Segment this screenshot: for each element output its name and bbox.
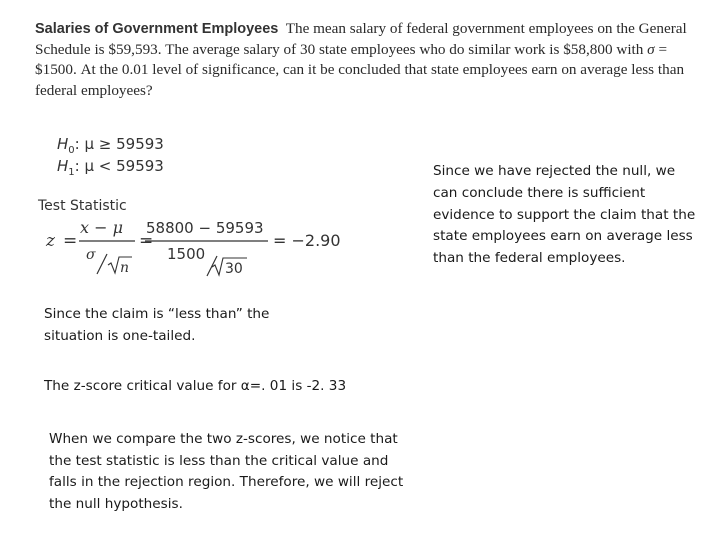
- problem-text: The mean salary of federal government employees on the General Schedule is $59,593. The average salary of 30 state employees who do similar work is $58,800 with: [35, 20, 687, 58]
- null-hypothesis: [57, 135, 164, 156]
- formula-numerator-symbolic: x − μ: [80, 218, 123, 237]
- alternative-hypothesis: [57, 157, 164, 178]
- formula-numerator-values: 58800 − 59593: [146, 219, 264, 237]
- critical-value-note: The z-score critical value for α=. 01 is -2. 33: [44, 378, 347, 394]
- formula-equals-2: =: [139, 231, 154, 251]
- h1-subscript: 1: [68, 167, 75, 178]
- formula-result: = −2.90: [273, 231, 341, 250]
- h0-subscript: 0: [68, 145, 75, 156]
- h0-label: H: [57, 135, 69, 153]
- formula-n-value: 30: [225, 261, 243, 277]
- formula-sigma-value: 1500: [167, 245, 206, 263]
- h0-statement: : μ ≥ 59593: [74, 135, 164, 153]
- test-statistic-label: Test Statistic: [38, 198, 127, 214]
- comparison-note: When we compare the two z-scores, we notice that the test statistic is less than the critical value and falls in the rejection region. Therefore, we will reject the null hypothesis.: [49, 431, 404, 512]
- test-statistic-formula: [44, 212, 344, 282]
- sigma-symbol: σ: [647, 40, 655, 58]
- formula-sigma: σ: [86, 247, 96, 263]
- slash-symbolic: [97, 254, 107, 274]
- formula-equals-1: =: [63, 231, 78, 251]
- formula-n: n: [120, 260, 130, 276]
- problem-text-continued: = $1500. At the 0.01 level of significance, can it be concluded that state employees earn on average less than federal employees?: [35, 40, 685, 99]
- problem-title: Salaries of Government Employees: [35, 21, 279, 37]
- formula-z: z: [46, 231, 55, 251]
- problem-statement: [35, 19, 695, 101]
- h1-label: H: [57, 157, 69, 175]
- conclusion-note: Since we have rejected the null, we can conclude there is sufficient evidence to support the claim that the state employees earn on average less than the federal employees.: [433, 163, 696, 267]
- one-tailed-note: Since the claim is “less than” the situation is one-tailed.: [44, 306, 270, 344]
- h1-statement: : μ < 59593: [74, 157, 164, 175]
